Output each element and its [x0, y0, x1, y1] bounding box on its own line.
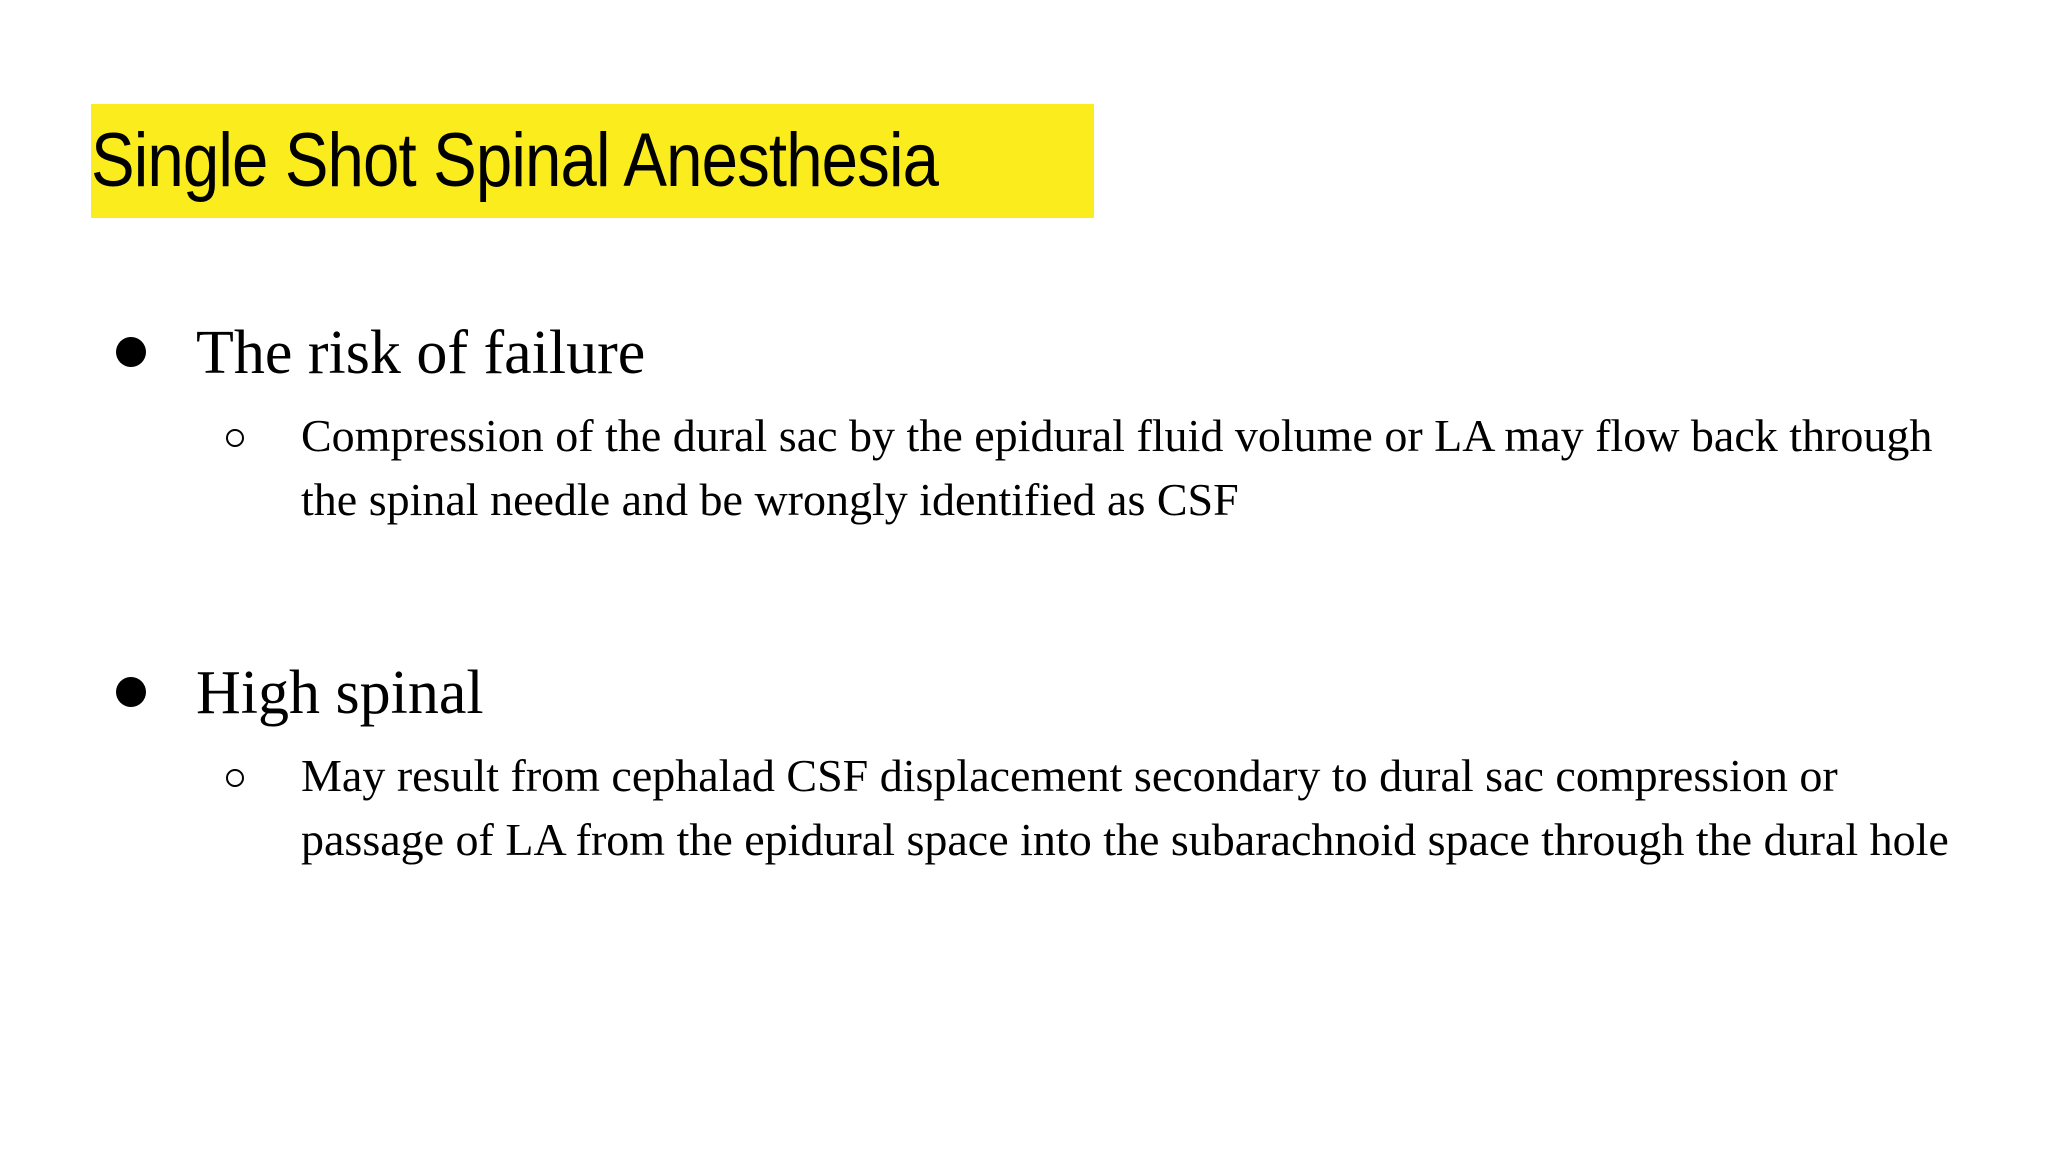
- sub-bullet-item: [226, 404, 1986, 532]
- bullet-item-risk-of-failure: [116, 318, 645, 389]
- sub-bullet-item: [226, 744, 1986, 872]
- filled-circle-bullet-icon: [116, 677, 146, 707]
- hollow-circle-bullet-icon: [226, 769, 244, 787]
- bullet-item-high-spinal: [116, 658, 484, 729]
- hollow-circle-bullet-icon: [226, 429, 244, 447]
- bullet-heading: High spinal: [196, 659, 484, 727]
- filled-circle-bullet-icon: [116, 337, 146, 367]
- sub-bullet-text: Compression of the dural sac by the epidural fluid volume or LA may flow back through the spinal needle and be wrongly identified as CSF: [301, 410, 1933, 525]
- slide-title: Single Shot Spinal Anesthesia: [91, 118, 939, 203]
- bullet-heading: The risk of failure: [196, 319, 646, 387]
- sub-bullet-text: May result from cephalad CSF displacement secondary to dural sac compression or passage of LA from the epidural space into the subarachnoid space through the dural hole: [301, 750, 1949, 865]
